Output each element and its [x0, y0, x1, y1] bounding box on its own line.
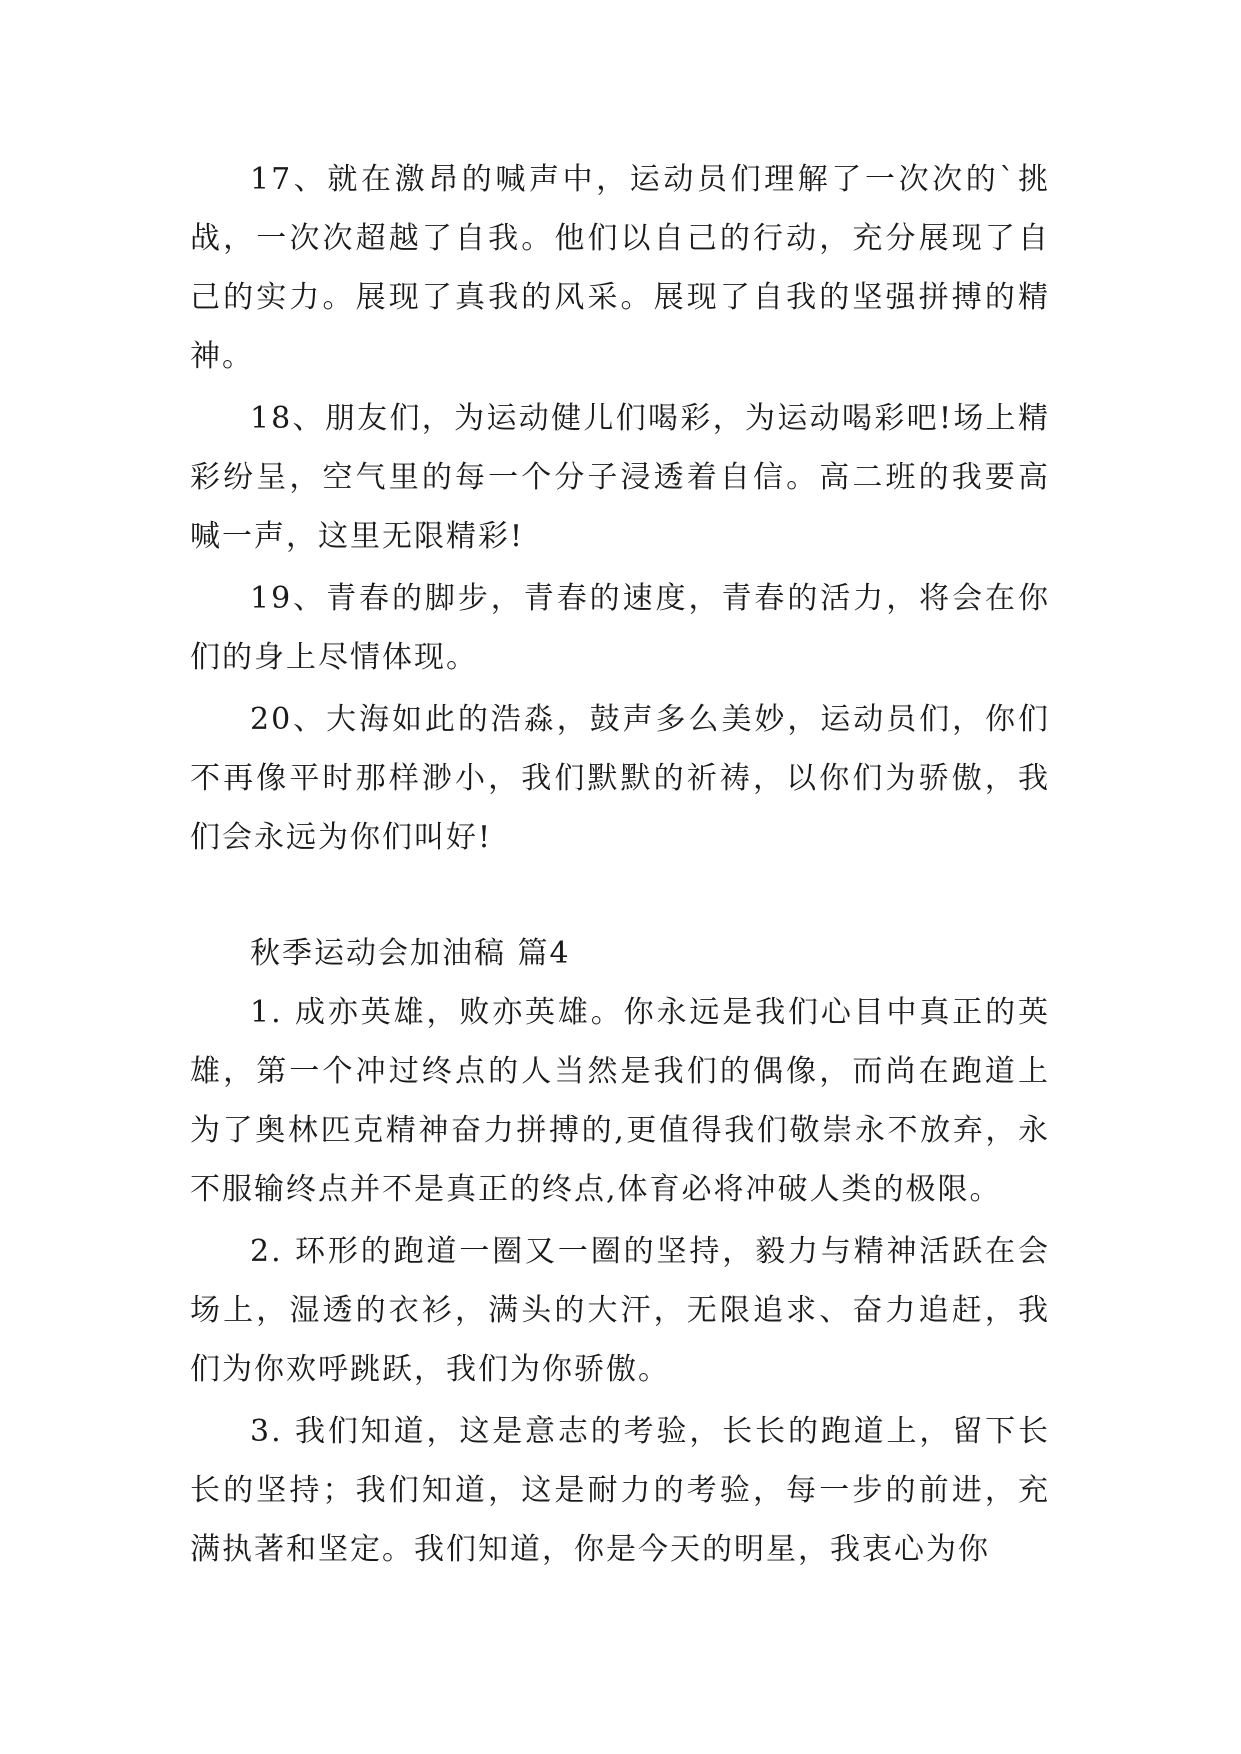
paragraph-1: 1. 成亦英雄，败亦英雄。你永远是我们心目中真正的英雄，第一个冲过终点的人当然是我们的偶像，而尚在跑道上为了奥林匹克精神奋力拼搏的,更值得我们敬崇永不放弃，永不服输终点并不是真正的终点,体育必将冲破人类的极限。: [190, 995, 1050, 1207]
paragraph-19: 19、青春的脚步，青春的速度，青春的活力，将会在你们的身上尽情体现。: [190, 581, 1050, 675]
section-title: 秋季运动会加油稿 篇4: [250, 936, 571, 971]
paragraph-17: 17、就在激昂的喊声中，运动员们理解了一次次的`挑战，一次次超越了自我。他们以自己的行动，充分展现了自己的实力。展现了真我的风采。展现了自我的坚强拼搏的精神。: [190, 162, 1050, 374]
document-page: [190, 150, 1050, 1579]
paragraph-18: 18、朋友们，为运动健儿们喝彩，为运动喝彩吧!场上精彩纷呈，空气里的每一个分子浸透着自信。高二班的我要高喊一声，这里无限精彩!: [190, 401, 1050, 554]
paragraph-3: 3. 我们知道，这是意志的考验，长长的跑道上，留下长长的坚持；我们知道，这是耐力的考验，每一步的前进，充满执著和坚定。我们知道，你是今天的明星，我衷心为你: [190, 1414, 1050, 1567]
paragraph-20: 20、大海如此的浩淼，鼓声多么美妙，运动员们，你们不再像平时那样渺小，我们默默的祈祷，以你们为骄傲，我们会永远为你们叫好!: [190, 702, 1050, 855]
paragraph-2: 2. 环形的跑道一圈又一圈的坚持，毅力与精神活跃在会场上，湿透的衣衫，满头的大汗，无限追求、奋力追赶，我们为你欢呼跳跃，我们为你骄傲。: [190, 1234, 1050, 1387]
